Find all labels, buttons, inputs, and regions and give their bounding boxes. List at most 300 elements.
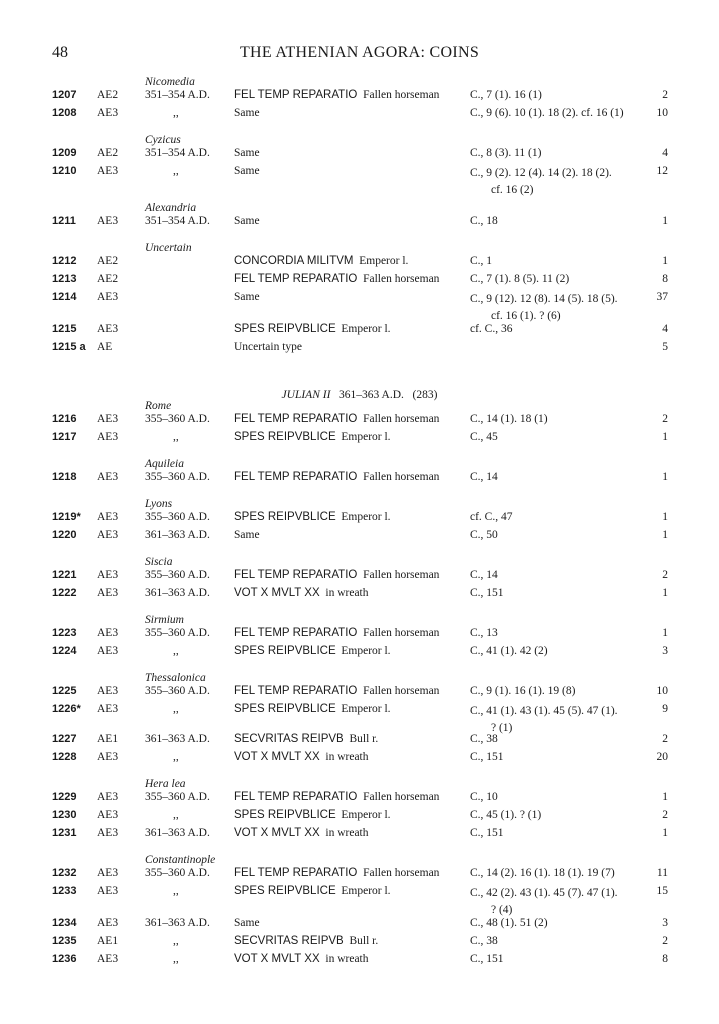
coin-type [234, 341, 302, 353]
date-range: ,, [173, 935, 179, 947]
catalogue-row [0, 147, 719, 164]
catalogue-number: 1235 [52, 935, 77, 947]
coin-type [234, 107, 260, 119]
reverse-legend: FEL TEMP REPARATIO [234, 89, 358, 101]
reverse-legend: FEL TEMP REPARATIO [234, 569, 358, 581]
reference-line: C., 41 (1). 43 (1). 45 (5). 47 (1). [470, 705, 618, 717]
date-range: 361–363 A.D. [145, 917, 210, 929]
reverse-legend: SECVRITAS REIPVB [234, 935, 344, 947]
cohen-reference [470, 431, 498, 443]
date-range: ,, [173, 809, 179, 821]
type-description: Same [234, 291, 260, 303]
specimen-count: 12 [656, 165, 668, 177]
catalogue-row [0, 341, 719, 358]
specimen-count: 1 [662, 431, 668, 443]
type-description: Fallen horseman [363, 89, 440, 101]
reference-line: C., 42 (2). 43 (1). 45 (7). 47 (1). [470, 887, 618, 899]
type-description: Emperor l. [341, 809, 391, 821]
date-range: ,, [173, 751, 179, 763]
specimen-count: 15 [656, 885, 668, 897]
denomination: AE3 [97, 827, 119, 839]
reference-line: C., 8 (3). 11 (1) [470, 147, 542, 159]
date-range: ,, [173, 703, 179, 715]
date-range: ,, [173, 885, 179, 897]
reference-line: cf. C., 36 [470, 323, 513, 335]
type-description: Emperor l. [341, 323, 391, 335]
catalogue-row [0, 917, 719, 934]
reference-line: C., 9 (1). 16 (1). 19 (8) [470, 685, 576, 697]
reverse-legend: CONCORDIA MILITVM [234, 255, 354, 267]
denomination: AE3 [97, 703, 119, 715]
cohen-reference [470, 791, 498, 803]
specimen-count: 4 [662, 147, 668, 159]
mint-heading: Constantinople [145, 854, 216, 866]
reverse-legend: SPES REIPVBLICE [234, 885, 336, 897]
specimen-count: 5 [662, 341, 668, 353]
catalogue-row [0, 809, 719, 826]
catalogue-row [0, 291, 719, 321]
section-total: (283) [412, 389, 438, 401]
reverse-legend: FEL TEMP REPARATIO [234, 627, 358, 639]
mint-heading: Lyons [145, 498, 173, 510]
denomination: AE3 [97, 809, 119, 821]
denomination: AE3 [97, 471, 119, 483]
cohen-reference [470, 511, 512, 523]
reference-line: C., 10 [470, 791, 498, 803]
date-range: ,, [173, 645, 179, 657]
reference-line: C., 18 [470, 215, 498, 227]
mint-heading: Sirmium [145, 614, 184, 626]
catalogue-row [0, 255, 719, 272]
denomination: AE3 [97, 323, 119, 335]
coin-type [234, 751, 369, 763]
section-heading [0, 389, 719, 401]
specimen-count: 3 [662, 917, 668, 929]
type-description: Fallen horseman [363, 413, 440, 425]
catalogue-row [0, 751, 719, 768]
denomination: AE3 [97, 645, 119, 657]
reference-line: C., 14 (2). 16 (1). 18 (1). 19 (7) [470, 867, 615, 879]
mint-heading: Alexandria [145, 202, 197, 214]
reference-line: C., 50 [470, 529, 498, 541]
catalogue-row [0, 323, 719, 340]
date-range: ,, [173, 431, 179, 443]
type-description: in wreath [325, 587, 369, 599]
denomination: AE2 [97, 89, 119, 101]
denomination: AE3 [97, 291, 119, 303]
coin-type [234, 953, 369, 965]
denomination: AE3 [97, 791, 119, 803]
catalogue-row [0, 511, 719, 528]
coin-type [234, 791, 439, 803]
coin-type [234, 867, 439, 879]
cohen-reference [470, 323, 512, 335]
denomination: AE [97, 341, 113, 353]
denomination: AE2 [97, 273, 119, 285]
coin-type [234, 703, 391, 715]
coin-type [234, 147, 260, 159]
date-range: 351–354 A.D. [145, 147, 210, 159]
coin-type [234, 323, 391, 335]
cohen-reference [470, 569, 498, 581]
catalogue-row [0, 215, 719, 232]
reference-line: C., 41 (1). 42 (2) [470, 645, 548, 657]
specimen-count: 1 [662, 511, 668, 523]
catalogue-number: 1228 [52, 751, 77, 763]
type-description: Same [234, 165, 260, 177]
date-range: 361–363 A.D. [145, 587, 210, 599]
catalogue-row [0, 471, 719, 488]
catalogue-row [0, 165, 719, 195]
reverse-legend: VOT X MVLT XX [234, 587, 320, 599]
date-range: ,, [173, 165, 179, 177]
type-description: in wreath [325, 751, 369, 763]
date-range: 355–360 A.D. [145, 685, 210, 697]
type-description: Emperor l. [341, 511, 391, 523]
date-range: 355–360 A.D. [145, 471, 210, 483]
catalogue-number: 1219* [52, 511, 81, 523]
specimen-count: 1 [662, 215, 668, 227]
coin-type [234, 885, 391, 897]
date-range: 361–363 A.D. [145, 733, 210, 745]
specimen-count: 2 [662, 569, 668, 581]
type-description: Same [234, 147, 260, 159]
denomination: AE3 [97, 511, 119, 523]
specimen-count: 1 [662, 827, 668, 839]
cohen-reference [470, 89, 542, 101]
coin-type [234, 627, 439, 639]
reference-line: C., 1 [470, 255, 493, 267]
catalogue-number: 1236 [52, 953, 77, 965]
specimen-count: 3 [662, 645, 668, 657]
reverse-legend: FEL TEMP REPARATIO [234, 791, 358, 803]
coin-type [234, 165, 260, 177]
type-description: Emperor l. [341, 431, 391, 443]
denomination: AE3 [97, 569, 119, 581]
catalogue-row [0, 703, 719, 733]
reference-line: C., 38 [470, 935, 498, 947]
reverse-legend: FEL TEMP REPARATIO [234, 413, 358, 425]
catalogue-row [0, 627, 719, 644]
mint-heading: Nicomedia [145, 76, 195, 88]
catalogue-row [0, 529, 719, 546]
denomination: AE2 [97, 255, 119, 267]
cohen-reference [470, 867, 615, 879]
reference-line: C., 13 [470, 627, 498, 639]
cohen-reference [470, 935, 498, 947]
cohen-reference [470, 733, 498, 745]
catalogue-number: 1233 [52, 885, 77, 897]
denomination: AE3 [97, 627, 119, 639]
reference-continuation: ? (1) [491, 722, 513, 734]
reverse-legend: SECVRITAS REIPVB [234, 733, 344, 745]
catalogue-number: 1226* [52, 703, 81, 715]
type-description: in wreath [325, 827, 369, 839]
catalogue-number: 1222 [52, 587, 77, 599]
coin-type [234, 733, 378, 745]
catalogue-row [0, 733, 719, 750]
date-range: 355–360 A.D. [145, 791, 210, 803]
cohen-reference [470, 685, 575, 697]
cohen-reference [470, 587, 504, 599]
type-description: Fallen horseman [363, 569, 440, 581]
denomination: AE3 [97, 917, 119, 929]
type-description: Emperor l. [341, 645, 391, 657]
specimen-count: 1 [662, 471, 668, 483]
cohen-reference [470, 107, 624, 119]
coin-type [234, 413, 439, 425]
reference-line: C., 9 (2). 12 (4). 14 (2). 18 (2). [470, 167, 612, 179]
catalogue-row [0, 431, 719, 448]
catalogue-number: 1209 [52, 147, 77, 159]
mint-heading: Rome [145, 400, 172, 412]
denomination: AE3 [97, 215, 119, 227]
type-description: Uncertain type [234, 341, 303, 353]
catalogue-number: 1218 [52, 471, 77, 483]
reverse-legend: FEL TEMP REPARATIO [234, 685, 358, 697]
reference-line: C., 48 (1). 51 (2) [470, 917, 548, 929]
catalogue-row [0, 273, 719, 290]
coin-type [234, 809, 391, 821]
catalogue-number: 1220 [52, 529, 77, 541]
catalogue-row [0, 645, 719, 662]
coin-type [234, 685, 439, 697]
reverse-legend: SPES REIPVBLICE [234, 511, 336, 523]
catalogue-number: 1223 [52, 627, 77, 639]
denomination: AE3 [97, 953, 119, 965]
cohen-reference [470, 215, 498, 227]
type-description: Fallen horseman [363, 867, 440, 879]
coin-type [234, 645, 391, 657]
type-description: in wreath [325, 953, 369, 965]
specimen-count: 8 [662, 273, 668, 285]
reverse-legend: SPES REIPVBLICE [234, 645, 336, 657]
specimen-count: 1 [662, 529, 668, 541]
running-title: THE ATHENIAN AGORA: COINS [239, 44, 480, 61]
coin-type [234, 273, 439, 285]
catalogue-row [0, 791, 719, 808]
specimen-count: 2 [662, 89, 668, 101]
catalogue-number: 1225 [52, 685, 77, 697]
catalogue-row [0, 569, 719, 586]
type-description: Same [234, 529, 260, 541]
coin-type [234, 431, 391, 443]
reverse-legend: SPES REIPVBLICE [234, 703, 336, 715]
cohen-reference [470, 471, 498, 483]
date-range: 355–360 A.D. [145, 867, 210, 879]
coin-type [234, 255, 408, 267]
reference-line: cf. C., 47 [470, 511, 513, 523]
denomination: AE3 [97, 431, 119, 443]
mint-heading: Aquileia [145, 458, 184, 470]
coin-type [234, 215, 260, 227]
reverse-legend: VOT X MVLT XX [234, 953, 320, 965]
denomination: AE3 [97, 751, 119, 763]
reference-continuation: ? (4) [491, 904, 513, 916]
reverse-legend: VOT X MVLT XX [234, 751, 320, 763]
reference-line: C., 38 [470, 733, 498, 745]
catalogue-number: 1216 [52, 413, 77, 425]
cohen-reference [470, 291, 618, 325]
section-dates: 361–363 A.D. [339, 389, 404, 401]
catalogue-row [0, 413, 719, 430]
date-range: 361–363 A.D. [145, 827, 210, 839]
specimen-count: 1 [662, 791, 668, 803]
denomination: AE2 [97, 147, 119, 159]
date-range: ,, [173, 953, 179, 965]
type-description: Emperor l. [341, 885, 391, 897]
catalogue-row [0, 885, 719, 915]
specimen-count: 20 [656, 751, 668, 763]
catalogue-row [0, 89, 719, 106]
coin-type [234, 587, 369, 599]
denomination: AE3 [97, 529, 119, 541]
reference-line: C., 151 [470, 953, 504, 965]
cohen-reference [470, 751, 504, 763]
specimen-count: 1 [662, 587, 668, 599]
reference-line: C., 14 [470, 471, 498, 483]
reverse-legend: FEL TEMP REPARATIO [234, 471, 358, 483]
mint-heading: Thessalonica [145, 672, 206, 684]
mint-heading: Uncertain [145, 242, 192, 254]
mint-heading: Siscia [145, 556, 173, 568]
cohen-reference [470, 627, 498, 639]
catalogue-number: 1213 [52, 273, 77, 285]
reference-line: C., 45 [470, 431, 498, 443]
reference-line: C., 7 (1). 8 (5). 11 (2) [470, 273, 570, 285]
catalogue-number: 1207 [52, 89, 77, 101]
reverse-legend: VOT X MVLT XX [234, 827, 320, 839]
denomination: AE3 [97, 885, 119, 897]
cohen-reference [470, 885, 618, 919]
type-description: Emperor l. [341, 703, 391, 715]
denomination: AE1 [97, 733, 119, 745]
specimen-count: 1 [662, 627, 668, 639]
catalogue-number: 1231 [52, 827, 77, 839]
specimen-count: 9 [662, 703, 668, 715]
denomination: AE3 [97, 685, 119, 697]
catalogue-row [0, 935, 719, 952]
date-range: 351–354 A.D. [145, 215, 210, 227]
catalogue-row [0, 685, 719, 702]
reference-continuation: cf. 16 (1). ? (6) [491, 310, 561, 322]
coin-type [234, 569, 439, 581]
specimen-count: 4 [662, 323, 668, 335]
cohen-reference [470, 165, 612, 199]
cohen-reference [470, 917, 548, 929]
reference-continuation: cf. 16 (2) [491, 184, 534, 196]
catalogue-number: 1224 [52, 645, 77, 657]
catalogue-number: 1210 [52, 165, 77, 177]
coin-type [234, 917, 260, 929]
specimen-count: 2 [662, 935, 668, 947]
cohen-reference [470, 809, 541, 821]
reference-line: C., 9 (12). 12 (8). 14 (5). 18 (5). [470, 293, 618, 305]
specimen-count: 2 [662, 733, 668, 745]
specimen-count: 2 [662, 413, 668, 425]
catalogue-number: 1215 [52, 323, 77, 335]
coin-type [234, 529, 260, 541]
type-description: Fallen horseman [363, 627, 440, 639]
reference-line: C., 151 [470, 827, 504, 839]
date-range: 355–360 A.D. [145, 627, 210, 639]
cohen-reference [470, 827, 504, 839]
date-range: 355–360 A.D. [145, 511, 210, 523]
denomination: AE1 [97, 935, 119, 947]
cohen-reference [470, 273, 569, 285]
cohen-reference [470, 703, 618, 737]
specimen-count: 37 [656, 291, 668, 303]
cohen-reference [470, 645, 548, 657]
reference-line: C., 45 (1). ? (1) [470, 809, 542, 821]
catalogue-number: 1211 [52, 215, 76, 227]
mint-heading: Cyzicus [145, 134, 181, 146]
type-description: Bull r. [349, 935, 379, 947]
type-description: Fallen horseman [363, 471, 440, 483]
reference-line: C., 151 [470, 751, 504, 763]
specimen-count: 1 [662, 255, 668, 267]
reverse-legend: SPES REIPVBLICE [234, 809, 336, 821]
coin-type [234, 935, 378, 947]
cohen-reference [470, 255, 492, 267]
type-description: Same [234, 917, 260, 929]
cohen-reference [470, 147, 541, 159]
date-range: 351–354 A.D. [145, 89, 210, 101]
catalogue-number: 1221 [52, 569, 77, 581]
catalogue-number: 1230 [52, 809, 77, 821]
date-range: 355–360 A.D. [145, 413, 210, 425]
type-description: Same [234, 107, 260, 119]
type-description: Same [234, 215, 260, 227]
denomination: AE3 [97, 587, 119, 599]
type-description: Fallen horseman [363, 791, 440, 803]
reverse-legend: SPES REIPVBLICE [234, 323, 336, 335]
date-range: 355–360 A.D. [145, 569, 210, 581]
catalogue-row [0, 827, 719, 844]
coin-type [234, 89, 439, 101]
reference-line: C., 14 [470, 569, 498, 581]
date-range: ,, [173, 107, 179, 119]
denomination: AE3 [97, 107, 119, 119]
catalogue-number: 1217 [52, 431, 77, 443]
reference-line: C., 9 (6). 10 (1). 18 (2). cf. 16 (1) [470, 107, 624, 119]
reverse-legend: FEL TEMP REPARATIO [234, 273, 358, 285]
catalogue-number: 1214 [52, 291, 77, 303]
catalogue-row [0, 587, 719, 604]
specimen-count: 10 [656, 107, 668, 119]
reverse-legend: FEL TEMP REPARATIO [234, 867, 358, 879]
cohen-reference [470, 529, 498, 541]
coin-type [234, 511, 391, 523]
type-description: Bull r. [349, 733, 379, 745]
catalogue-number: 1208 [52, 107, 77, 119]
reference-line: C., 151 [470, 587, 504, 599]
catalogue-number: 1212 [52, 255, 77, 267]
specimen-count: 2 [662, 809, 668, 821]
catalogue-row [0, 107, 719, 124]
catalogue-number: 1215 a [52, 341, 86, 353]
mint-heading: Hera lea [145, 778, 186, 790]
catalogue-row [0, 867, 719, 884]
reverse-legend: SPES REIPVBLICE [234, 431, 336, 443]
catalogue-number: 1229 [52, 791, 77, 803]
denomination: AE3 [97, 165, 119, 177]
denomination: AE3 [97, 413, 119, 425]
date-range: 361–363 A.D. [145, 529, 210, 541]
catalogue-number: 1234 [52, 917, 77, 929]
specimen-count: 10 [656, 685, 668, 697]
catalogue-number: 1232 [52, 867, 77, 879]
